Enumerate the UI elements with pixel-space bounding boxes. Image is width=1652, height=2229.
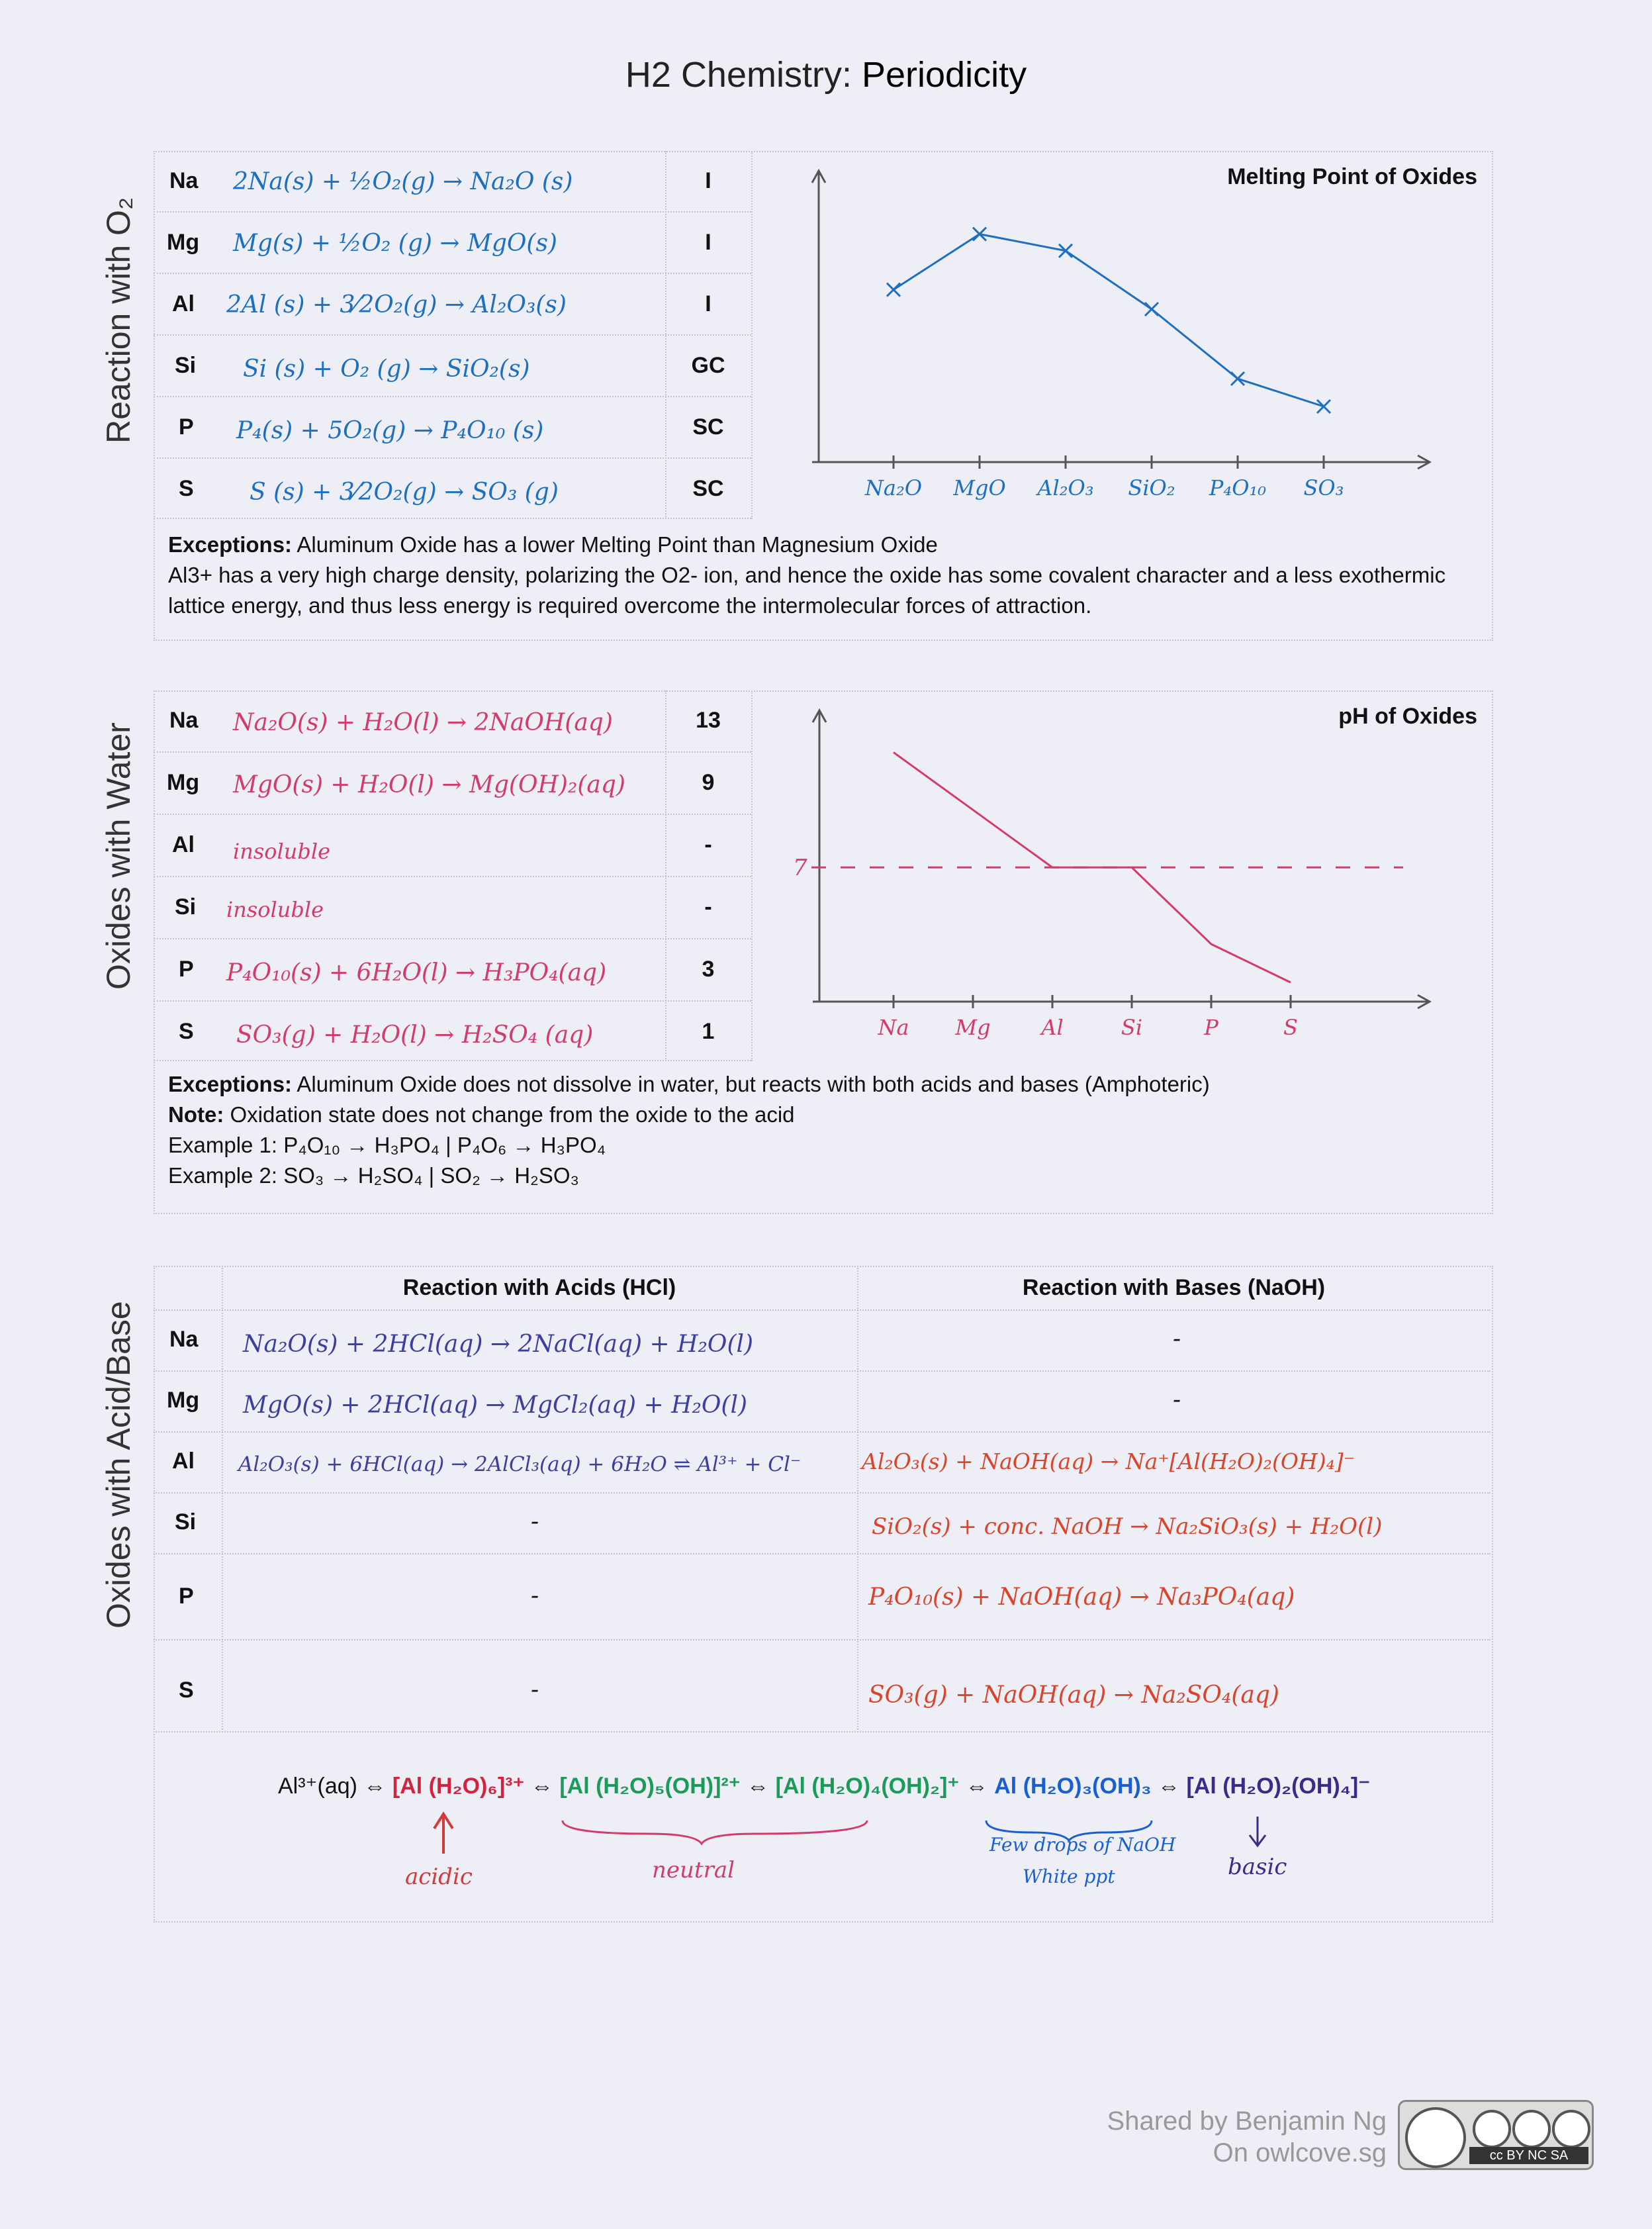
table-row (154, 690, 751, 753)
eq-separator: ⇔ (1151, 1774, 1187, 1799)
equation: P₄(s) + 5O₂(g) → P₄O₁₀ (s) (236, 417, 544, 444)
data-point (887, 283, 900, 297)
exceptions-line: Exceptions: Aluminum Oxide does not dissolve in water, but reacts with both acids and bases (Amphoteric) (168, 1072, 1210, 1096)
eq-basic-species: [Al (H₂O)₂(OH)₄]⁻ (1186, 1774, 1371, 1799)
exceptions-line: Exceptions: Aluminum Oxide has a lower Melting Point than Magnesium Oxide (168, 532, 938, 557)
ph-value: 1 (702, 1019, 715, 1044)
element-label: S (179, 1019, 194, 1044)
element-label: P (179, 414, 194, 440)
melting-point-chart (761, 159, 1483, 516)
annotation-basic: basic (1228, 1854, 1287, 1880)
base-equation: - (1173, 1325, 1181, 1352)
example-2: Example 2: SO₃ → H₂SO₄ | SO₂ → H₂SO₃ (168, 1163, 579, 1188)
equation: P₄O₁₀(s) + 6H₂O(l) → H₃PO₄(aq) (226, 959, 607, 986)
base-equation: Al₂O₃(s) + NaOH(aq) → Na⁺[Al(H₂O)₂(OH)₄]⁻ (862, 1448, 1355, 1474)
acid-equation: MgO(s) + 2HCl(aq) → MgCl₂(aq) + H₂O(l) (243, 1392, 748, 1419)
element-label: Si (175, 1509, 197, 1535)
equilibrium-annotations (371, 1807, 1363, 1907)
annotation-acidic: acidic (405, 1864, 473, 1890)
element-label: Si (175, 353, 197, 378)
ph-value: - (704, 832, 712, 857)
eq-separator: ⇔ (959, 1774, 995, 1799)
base-equation: P₄O₁₀(s) + NaOH(aq) → Na₃PO₄(aq) (868, 1584, 1295, 1611)
x-tick-label: MgO (953, 475, 1006, 500)
equation: 2Al (s) + 3⁄2O₂(g) → Al₂O₃(s) (226, 291, 567, 318)
element-label: Na (169, 708, 199, 733)
element-label: Si (175, 894, 197, 920)
cc-icon (1405, 2107, 1466, 2168)
element-label: S (179, 476, 194, 501)
base-equation: SiO₂(s) + conc. NaOH → Na₂SiO₃(s) + H₂O(l) (872, 1513, 1383, 1540)
eq-separator: ⇔ (740, 1774, 776, 1799)
table-row (154, 397, 751, 459)
license-text: cc BY NC SA (1469, 2147, 1588, 2164)
table-row (154, 1554, 1491, 1640)
acid-equation: Al₂O₃(s) + 6HCl(aq) → 2AlCl₃(aq) + 6H₂O ⇌ Al³⁺ + Cl⁻ (238, 1452, 802, 1476)
table-row (154, 151, 751, 213)
x-tick-label: Mg (955, 1015, 991, 1040)
equation: SO₃(g) + H₂O(l) → H₂SO₄ (aq) (236, 1021, 594, 1049)
element-label: Al (172, 832, 195, 857)
section-label-reaction-o2: Reaction with O₂ (100, 197, 137, 444)
section2-notes (168, 1069, 1479, 1191)
column-header-base: Reaction with Bases (NaOH) (1022, 1275, 1326, 1300)
element-label: Na (169, 1327, 199, 1352)
element-label: S (179, 1678, 194, 1703)
element-label: Mg (167, 230, 200, 255)
bond-type: I (705, 230, 711, 255)
section-label-acid-base: Oxides with Acid/Base (100, 1301, 137, 1629)
element-label: P (179, 1584, 194, 1609)
sa-icon (1552, 2110, 1590, 2148)
data-point (1145, 303, 1158, 316)
eq-separator: ⇔ (524, 1774, 560, 1799)
page-title: H2 Chemistry: Periodicity (625, 55, 1027, 95)
table-row (154, 336, 751, 397)
table-header-row (154, 1266, 1491, 1311)
x-tick-label: Al (1041, 1015, 1064, 1040)
ph-value: - (704, 894, 712, 920)
ph-value: 3 (702, 957, 715, 982)
example-1: Example 1: P₄O₁₀ → H₃PO₄ | P₄O₆ → H₃PO₄ (168, 1133, 606, 1157)
table-row (154, 1433, 1491, 1494)
section-label-oxides-water: Oxides with Water (100, 722, 137, 990)
footer-credit (927, 2105, 1387, 2169)
equation: Si (s) + O₂ (g) → SiO₂(s) (243, 356, 530, 383)
element-label: P (179, 957, 194, 982)
chart-title-melting-point: Melting Point of Oxides (1227, 164, 1477, 189)
element-label: Na (169, 168, 199, 193)
acid-equation: - (531, 1508, 539, 1535)
reference-label: 7 (793, 855, 807, 882)
by-icon (1473, 2110, 1511, 2148)
table-row (154, 939, 751, 1002)
bond-type: SC (692, 476, 724, 501)
table-row (154, 1372, 1491, 1433)
x-tick-label: Si (1121, 1015, 1143, 1040)
base-equation: SO₃(g) + NaOH(aq) → Na₂SO₄(aq) (868, 1682, 1279, 1709)
table-row (154, 877, 751, 939)
equation: insoluble (226, 897, 324, 922)
ph-chart (761, 698, 1483, 1059)
bond-type: I (705, 168, 711, 193)
data-point (1231, 372, 1244, 385)
table-row (154, 1640, 1491, 1732)
annotation-neutral: neutral (652, 1857, 735, 1883)
table-row (154, 213, 751, 274)
element-label: Al (172, 1448, 195, 1474)
ph-value: 13 (696, 708, 721, 733)
nc-icon (1512, 2110, 1551, 2148)
bond-type: I (705, 291, 711, 316)
table-row (154, 274, 751, 336)
acid-equation: - (531, 1582, 539, 1609)
bond-type: GC (691, 353, 725, 378)
element-label: Mg (167, 770, 200, 795)
x-tick-label: SO₃ (1303, 475, 1344, 500)
equation: 2Na(s) + ½O₂(g) → Na₂O (s) (233, 168, 573, 195)
cc-license-badge (1398, 2100, 1594, 2170)
aluminium-equilibrium (278, 1773, 1370, 1799)
eq-neutral-species-1: [Al (H₂O)₅(OH)]²⁺ (559, 1774, 741, 1799)
element-label: Al (172, 291, 195, 316)
chart-title-ph: pH of Oxides (1338, 704, 1477, 729)
base-equation: - (1173, 1386, 1181, 1413)
table-row (154, 1002, 751, 1061)
equation: MgO(s) + H₂O(l) → Mg(OH)₂(aq) (233, 771, 625, 798)
series-line (894, 234, 1324, 406)
eq-precipitate-species: Al (H₂O)₃(OH)₃ (994, 1774, 1152, 1799)
table-row (154, 815, 751, 877)
bond-type: SC (692, 414, 724, 440)
element-label: Mg (167, 1388, 200, 1413)
acid-equation: - (531, 1676, 539, 1703)
equation: S (s) + 3⁄2O₂(g) → SO₃ (g) (250, 479, 559, 506)
equation: insoluble (233, 839, 331, 864)
footer-site: On owlcove.sg (1213, 2138, 1387, 2167)
x-tick-label: SiO₂ (1128, 475, 1175, 500)
note-line: Note: Oxidation state does not change from the oxide to the acid (168, 1102, 795, 1127)
equation: Mg(s) + ½O₂ (g) → MgO(s) (233, 230, 557, 257)
eq-neutral-species-2: [Al (H₂O)₄(OH)₂]⁺ (775, 1774, 960, 1799)
column-header-acid: Reaction with Acids (HCl) (402, 1275, 676, 1300)
table-row (154, 1494, 1491, 1554)
x-tick-label: P₄O₁₀ (1209, 475, 1267, 500)
x-tick-label: S (1283, 1015, 1298, 1040)
acid-equation: Na₂O(s) + 2HCl(aq) → 2NaCl(aq) + H₂O(l) (243, 1331, 754, 1358)
table-row (154, 1311, 1491, 1372)
data-point (1317, 400, 1330, 413)
x-tick-label: Na₂O (864, 475, 923, 500)
ph-value: 9 (702, 770, 715, 795)
table-row (154, 459, 751, 519)
explanation-text: Al3+ has a very high charge density, polarizing the O2- ion, and hence the oxide has some covalent character and a less exothermic lattice energy, and thus less energy is required overcome the intermolecular forces of attraction. (168, 563, 1446, 618)
annotation-white-ppt: White ppt (1023, 1866, 1115, 1887)
acid-base-table (154, 1266, 1491, 1732)
equation: Na₂O(s) + H₂O(l) → 2NaOH(aq) (233, 709, 613, 736)
x-tick-label: Al₂O₃ (1037, 475, 1094, 500)
x-tick-label: P (1204, 1015, 1218, 1040)
eq-acidic-species: [Al (H₂O)₆]³⁺ (392, 1774, 525, 1799)
footer-shared-by: Shared by Benjamin Ng (1107, 2107, 1387, 2136)
x-tick-label: Na (878, 1015, 909, 1040)
table-row (154, 753, 751, 815)
section1-notes (168, 530, 1479, 621)
eq-start: Al³⁺(aq) ⇔ (278, 1774, 392, 1799)
annotation-few-drops: Few drops of NaOH (989, 1834, 1176, 1856)
